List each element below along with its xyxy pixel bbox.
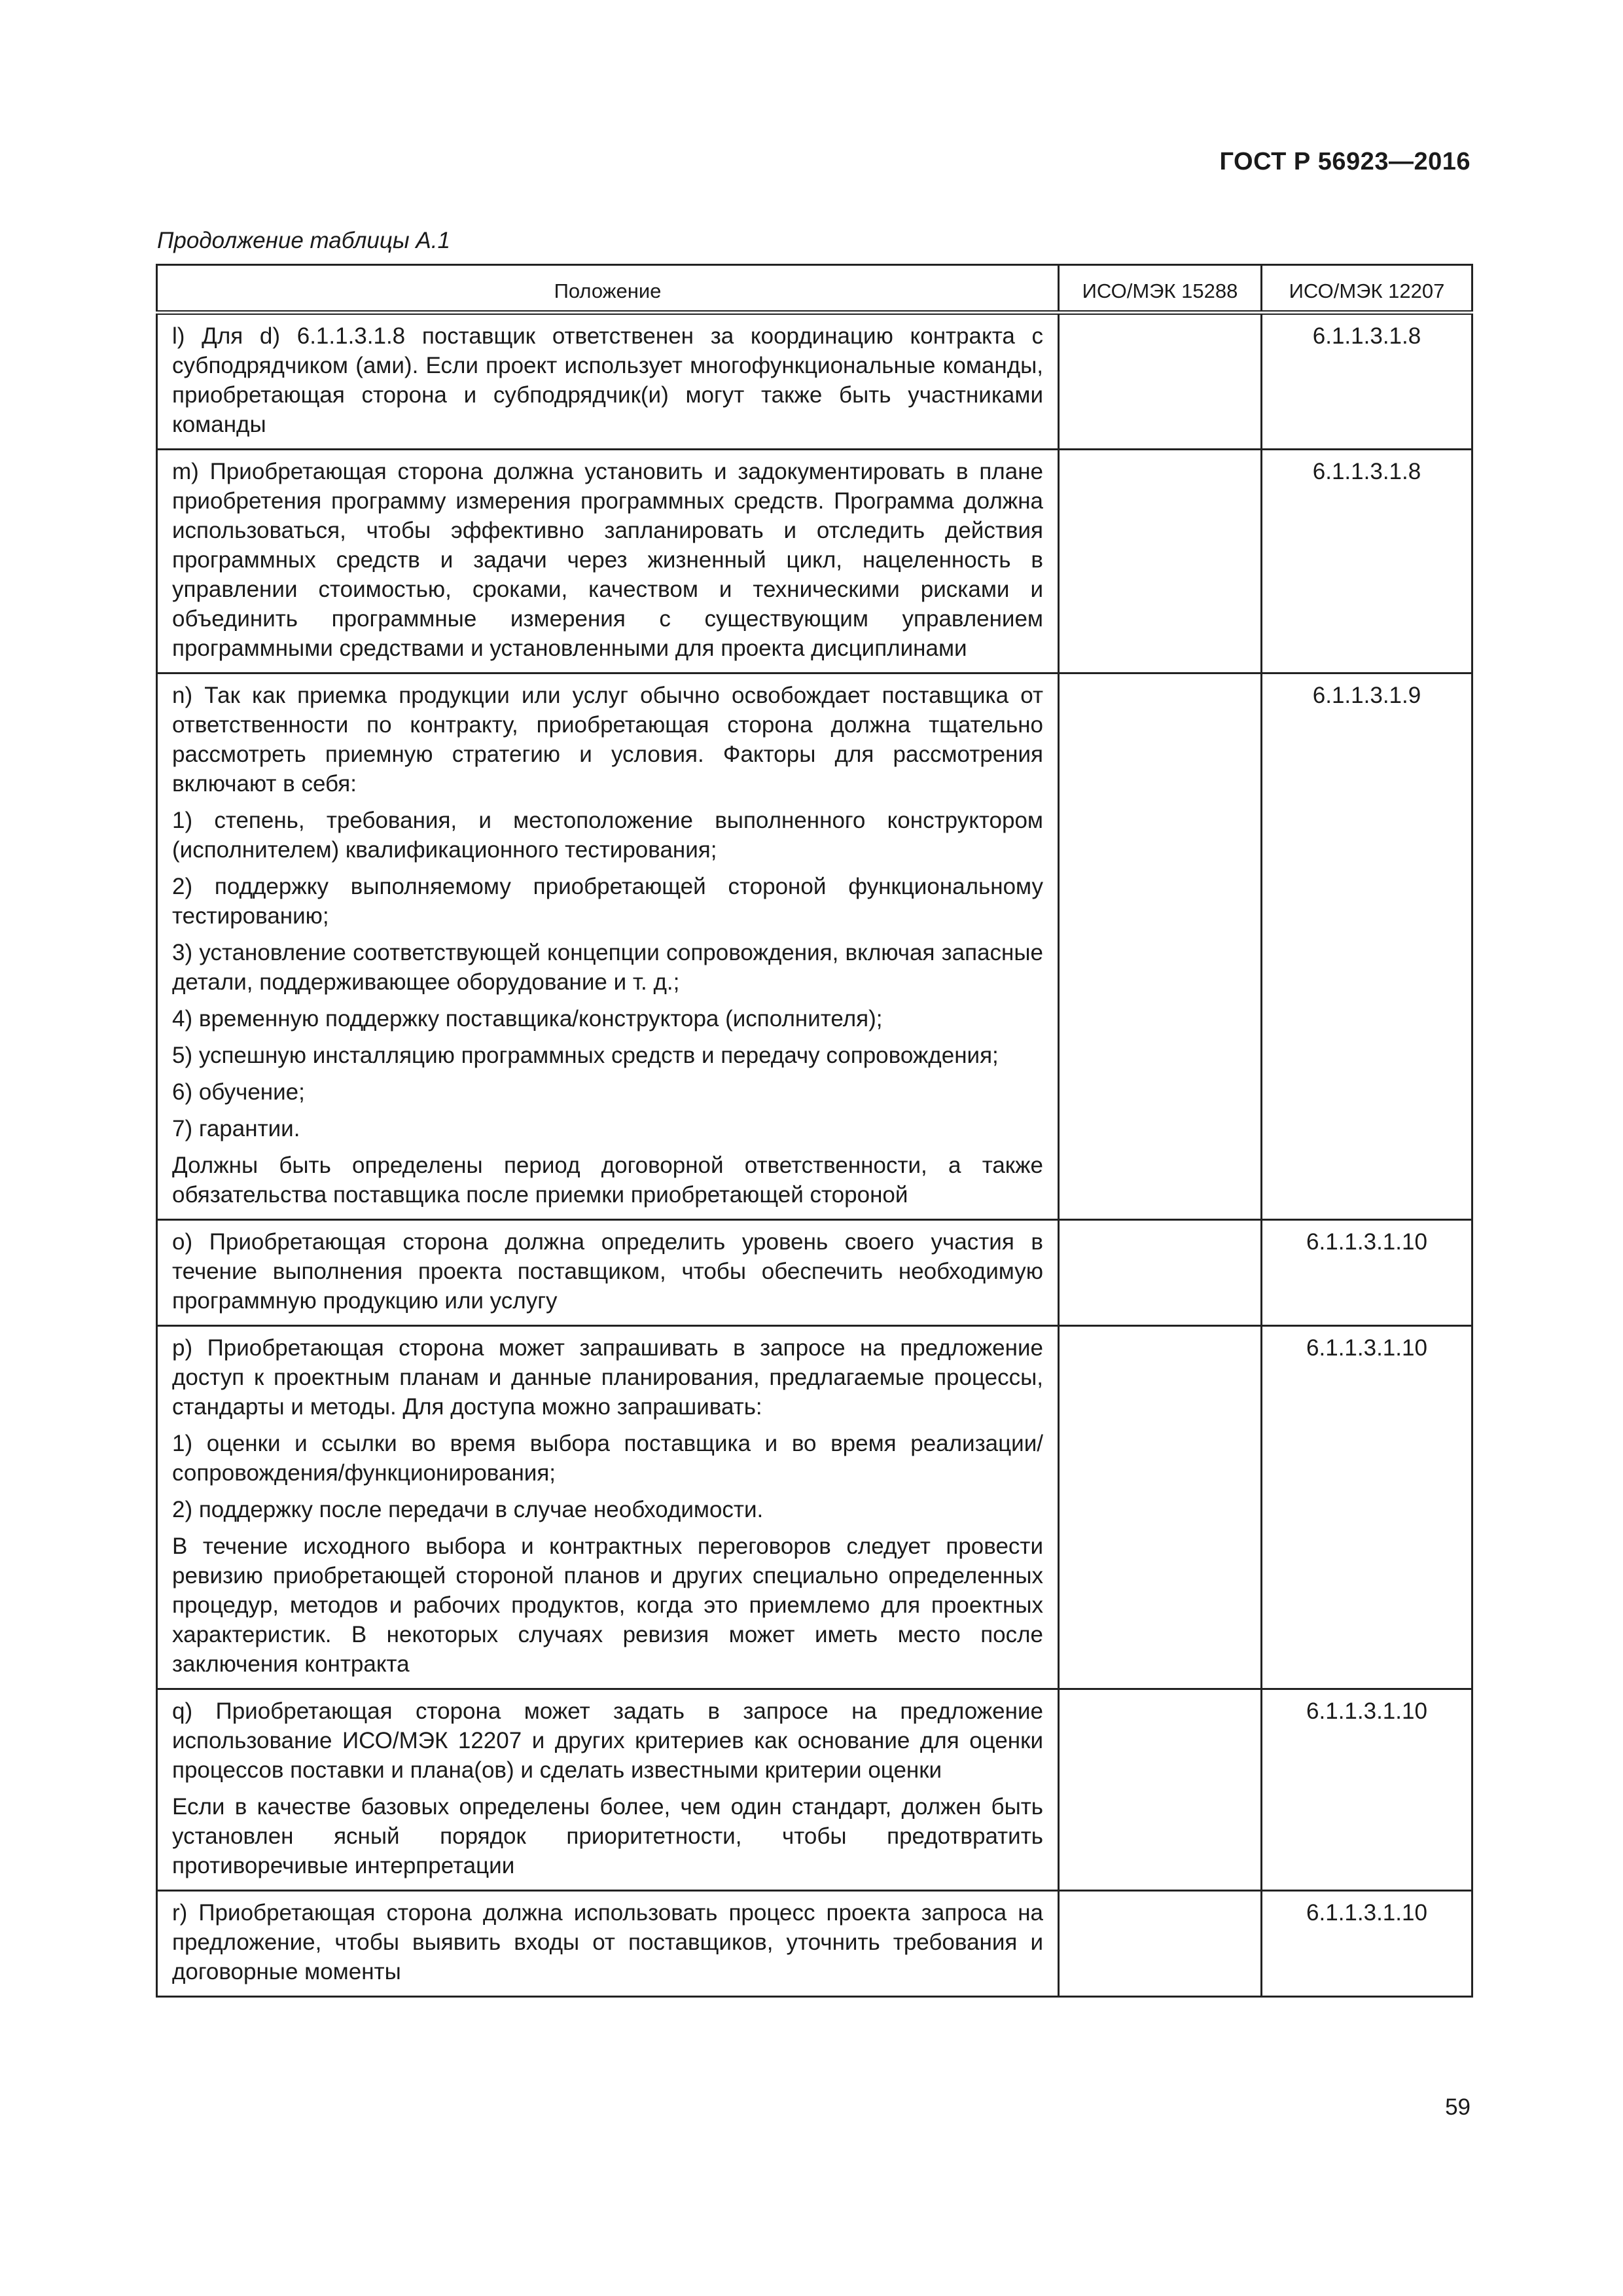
iso12207-cell: 6.1.1.3.1.10	[1262, 1220, 1472, 1326]
table-header	[157, 265, 1472, 313]
position-paragraph: 1) оценки и ссылки во время выбора поставщика и во время реализации/сопровождения/функционирования;	[172, 1431, 1043, 1486]
iso12207-cell: 6.1.1.3.1.8	[1262, 450, 1472, 673]
position-paragraph: В течение исходного выбора и контрактных переговоров следует провести ревизию приобретающей стороной планов и других специально определенных процедур, методов и рабочих продуктов, когда это приемлемо для проектных характеристик. В некоторых случаях ревизия может иметь место после заключения контракта	[172, 1534, 1043, 1677]
page-number: 59	[1445, 2094, 1471, 2120]
iso15288-cell	[1059, 1891, 1262, 1997]
iso12207-cell: 6.1.1.3.1.10	[1262, 1891, 1472, 1997]
position-paragraph: l) Для d) 6.1.1.3.1.8 поставщик ответственен за координацию контракта с субподрядчиком (ами). Если проект использует многофункциональные команды, приобретающая сторона и субподрядчик(и) могут также быть участниками команды	[172, 323, 1043, 437]
position-paragraph: 2) поддержку выполняемому приобретающей стороной функциональному тестированию;	[172, 874, 1043, 929]
table-row	[157, 1220, 1472, 1326]
position-paragraph: r) Приобретающая сторона должна использовать процесс проекта запроса на предложение, чтобы выявить входы от поставщиков, уточнить требования и договорные моменты	[172, 1900, 1043, 1984]
document-code: ГОСТ Р 56923—2016	[1219, 148, 1471, 175]
column-header-iso12207: ИСО/МЭК 12207	[1262, 265, 1472, 313]
position-cell	[157, 1326, 1059, 1689]
iso12207-cell: 6.1.1.3.1.9	[1262, 673, 1472, 1220]
table-row	[157, 673, 1472, 1220]
position-paragraph: Должны быть определены период договорной ответственности, а также обязательства поставщика после приемки приобретающей стороной	[172, 1153, 1043, 1208]
position-paragraph: 7) гарантии.	[172, 1116, 300, 1141]
position-paragraph: 2) поддержку после передачи в случае необходимости.	[172, 1497, 764, 1522]
table-row	[157, 1891, 1472, 1997]
table-header-row	[157, 265, 1472, 313]
iso15288-cell	[1059, 1689, 1262, 1891]
position-paragraph: 6) обучение;	[172, 1079, 305, 1105]
position-cell	[157, 1891, 1059, 1997]
position-paragraph: q) Приобретающая сторона может задать в запросе на предложение использование ИСО/МЭК 12207 и других критериев как основание для оценки процессов поставки и плана(ов) и сделать известными критерии оценки	[172, 1698, 1043, 1783]
iso15288-cell	[1059, 1220, 1262, 1326]
column-header-iso15288: ИСО/МЭК 15288	[1059, 265, 1262, 313]
position-cell	[157, 1689, 1059, 1891]
iso15288-cell	[1059, 673, 1262, 1220]
position-paragraph: m) Приобретающая сторона должна установить и задокументировать в плане приобретения программу измерения программных средств. Программа должна использоваться, чтобы эффективно запланировать и отследить действия программных средств и задачи через жизненный цикл, нацеленность в управлении стоимостью, сроками, качеством и техническими рисками и объединить программные измерения с существующим управлением программными средствами и установленными для проекта дисциплинами	[172, 459, 1043, 661]
iso12207-cell: 6.1.1.3.1.10	[1262, 1689, 1472, 1891]
position-cell	[157, 1220, 1059, 1326]
position-paragraph: o) Приобретающая сторона должна определить уровень своего участия в течение выполнения проекта поставщиком, чтобы обеспечить необходимую программную продукцию или услугу	[172, 1229, 1043, 1314]
table-row	[157, 1689, 1472, 1891]
position-paragraph: 3) установление соответствующей концепции сопровождения, включая запасные детали, поддерживающее оборудование и т. д.;	[172, 940, 1043, 995]
position-paragraph: 1) степень, требования, и местоположение выполненного конструктором (исполнителем) квалификационного тестирования;	[172, 808, 1043, 863]
table-body	[157, 313, 1472, 1997]
iso12207-cell: 6.1.1.3.1.10	[1262, 1326, 1472, 1689]
table-row	[157, 1326, 1472, 1689]
position-paragraph: 5) успешную инсталляцию программных средств и передачу сопровождения;	[172, 1043, 999, 1068]
requirements-table	[156, 264, 1473, 1998]
position-paragraph: Если в качестве базовых определены более, чем один стандарт, должен быть установлен ясный порядок приоритетности, чтобы предотвратить противоречивые интерпретации	[172, 1794, 1043, 1878]
column-header-position: Положение	[157, 265, 1059, 313]
position-paragraph: p) Приобретающая сторона может запрашивать в запросе на предложение доступ к проектным планам и данные планирования, предлагаемые процессы, стандарты и методы. Для доступа можно запрашивать:	[172, 1335, 1043, 1420]
position-cell	[157, 450, 1059, 673]
position-cell	[157, 673, 1059, 1220]
iso15288-cell	[1059, 450, 1262, 673]
table-row	[157, 450, 1472, 673]
iso12207-cell: 6.1.1.3.1.8	[1262, 313, 1472, 450]
table-caption: Продолжение таблицы А.1	[157, 228, 450, 253]
iso15288-cell	[1059, 1326, 1262, 1689]
iso15288-cell	[1059, 313, 1262, 450]
table-row	[157, 313, 1472, 450]
position-paragraph: n) Так как приемка продукции или услуг обычно освобождает поставщика от ответственности по контракту, приобретающая сторона должна тщательно рассмотреть приемную стратегию и условия. Факторы для рассмотрения включают в себя:	[172, 683, 1043, 797]
position-cell	[157, 313, 1059, 450]
position-paragraph: 4) временную поддержку поставщика/конструктора (исполнителя);	[172, 1006, 883, 1031]
